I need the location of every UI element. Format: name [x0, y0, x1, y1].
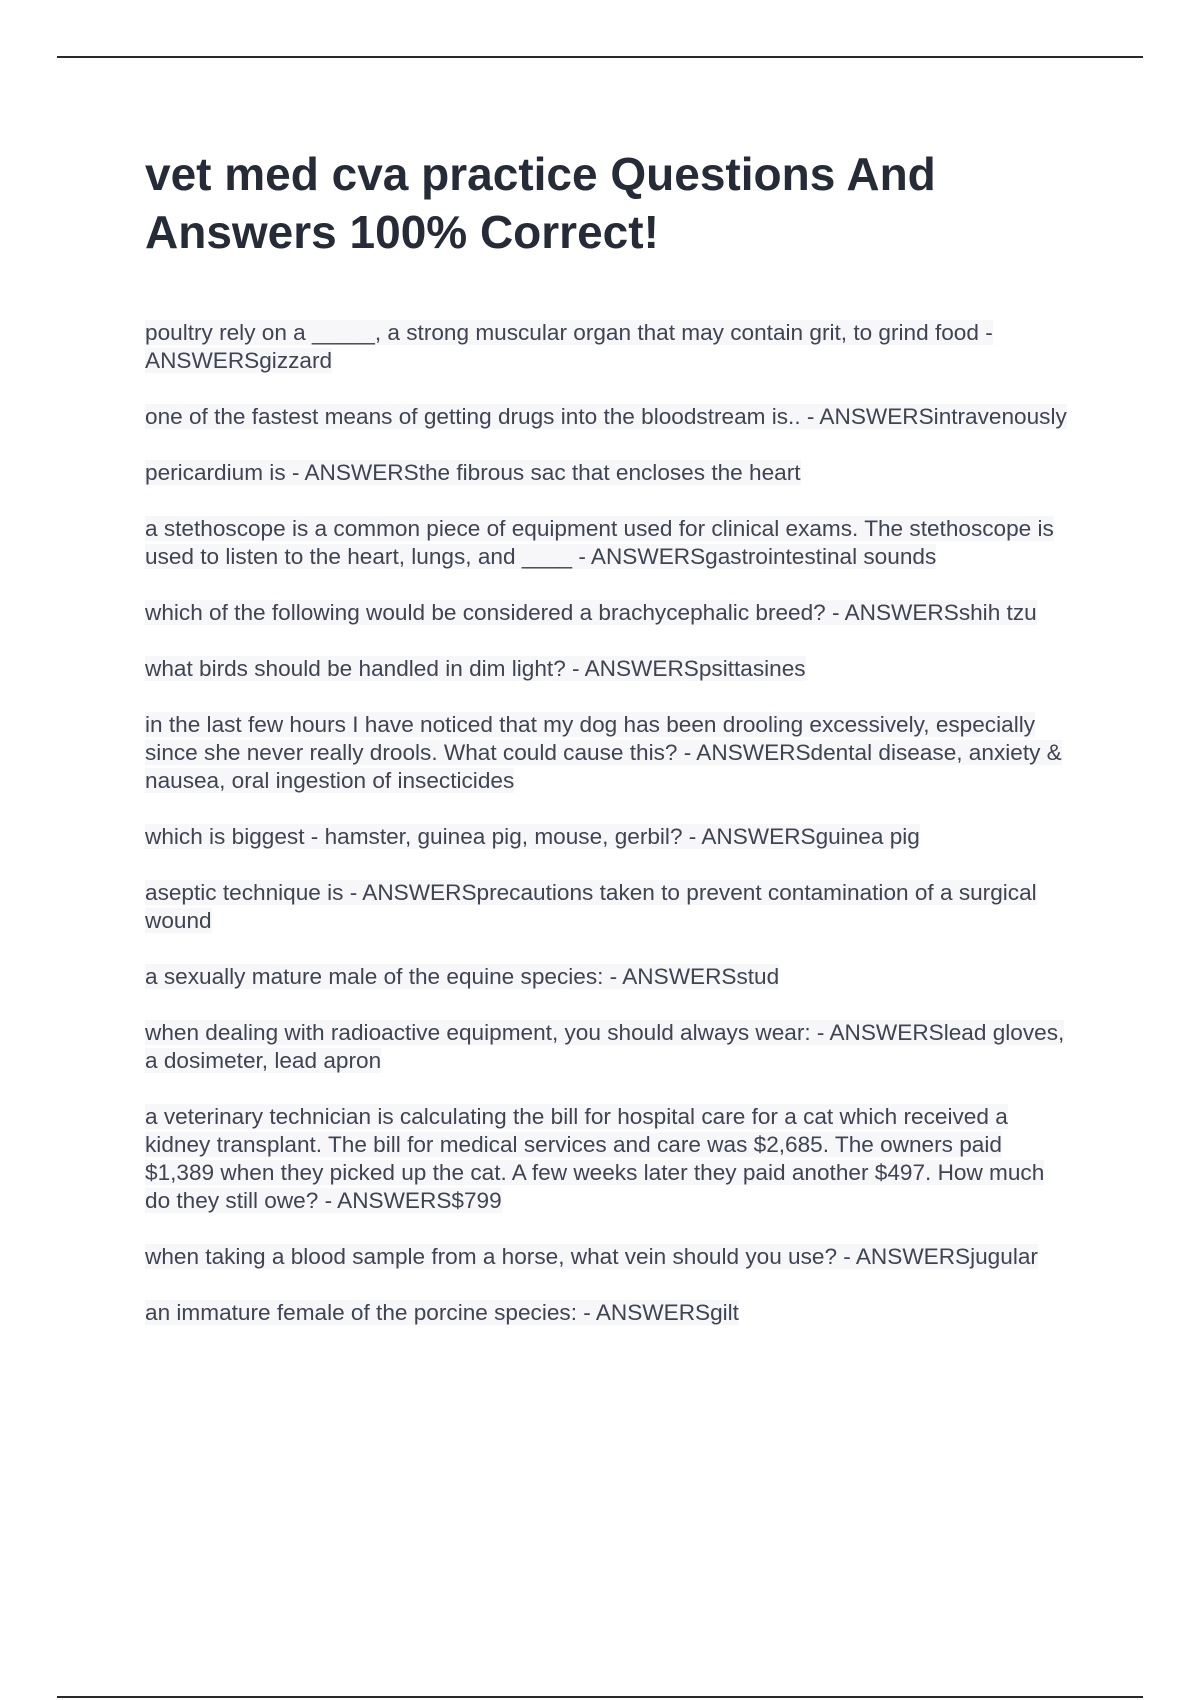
- qa-item: [145, 515, 1075, 571]
- document-body: [145, 145, 1075, 1355]
- qa-text: aseptic technique is - ANSWERSprecautions taken to prevent contamination of a surgical wound: [145, 880, 1037, 933]
- qa-item: [145, 655, 1075, 683]
- qa-text: poultry rely on a _____, a strong muscular organ that may contain grit, to grind food - ANSWERSgizzard: [145, 320, 993, 373]
- qa-item: [145, 599, 1075, 627]
- bottom-divider: [57, 1696, 1143, 1698]
- qa-text: when taking a blood sample from a horse, what vein should you use? - ANSWERSjugular: [145, 1244, 1038, 1269]
- qa-item: [145, 1243, 1075, 1271]
- qa-text: a veterinary technician is calculating the bill for hospital care for a cat which received a kidney transplant. The bill for medical services and care was $2,685. The owners paid $1,389 when they picked up the cat. A few weeks later they paid another $497. How much do they still owe? - ANSWERS$799: [145, 1104, 1045, 1213]
- qa-text: an immature female of the porcine species: - ANSWERSgilt: [145, 1300, 739, 1325]
- qa-text: one of the fastest means of getting drugs into the bloodstream is.. - ANSWERSintravenously: [145, 404, 1067, 429]
- qa-list: [145, 319, 1075, 1327]
- qa-item: [145, 1103, 1075, 1215]
- qa-text: a sexually mature male of the equine species: - ANSWERSstud: [145, 964, 780, 989]
- page-title: vet med cva practice Questions And Answers 100% Correct!: [145, 148, 936, 258]
- qa-text: when dealing with radioactive equipment, you should always wear: - ANSWERSlead gloves, a dosimeter, lead apron: [145, 1020, 1065, 1073]
- qa-item: [145, 823, 1075, 851]
- top-divider: [57, 56, 1143, 58]
- qa-text: which of the following would be considered a brachycephalic breed? - ANSWERSshih tzu: [145, 600, 1037, 625]
- qa-text: which is biggest - hamster, guinea pig, mouse, gerbil? - ANSWERSguinea pig: [145, 824, 920, 849]
- qa-item: [145, 1019, 1075, 1075]
- qa-item: [145, 963, 1075, 991]
- qa-text: what birds should be handled in dim light? - ANSWERSpsittasines: [145, 656, 806, 681]
- qa-text: in the last few hours I have noticed that my dog has been drooling excessively, especially since she never really drools. What could cause this? - ANSWERSdental disease, anxiety & nausea, oral ingestion of insecticides: [145, 712, 1062, 793]
- qa-item: [145, 403, 1075, 431]
- qa-text: pericardium is - ANSWERSthe fibrous sac that encloses the heart: [145, 460, 801, 485]
- qa-item: [145, 319, 1075, 375]
- qa-text: a stethoscope is a common piece of equipment used for clinical exams. The stethoscope is used to listen to the heart, lungs, and ____ - ANSWERSgastrointestinal sounds: [145, 516, 1054, 569]
- qa-item: [145, 879, 1075, 935]
- qa-item: [145, 459, 1075, 487]
- qa-item: [145, 711, 1075, 795]
- qa-item: [145, 1299, 1075, 1327]
